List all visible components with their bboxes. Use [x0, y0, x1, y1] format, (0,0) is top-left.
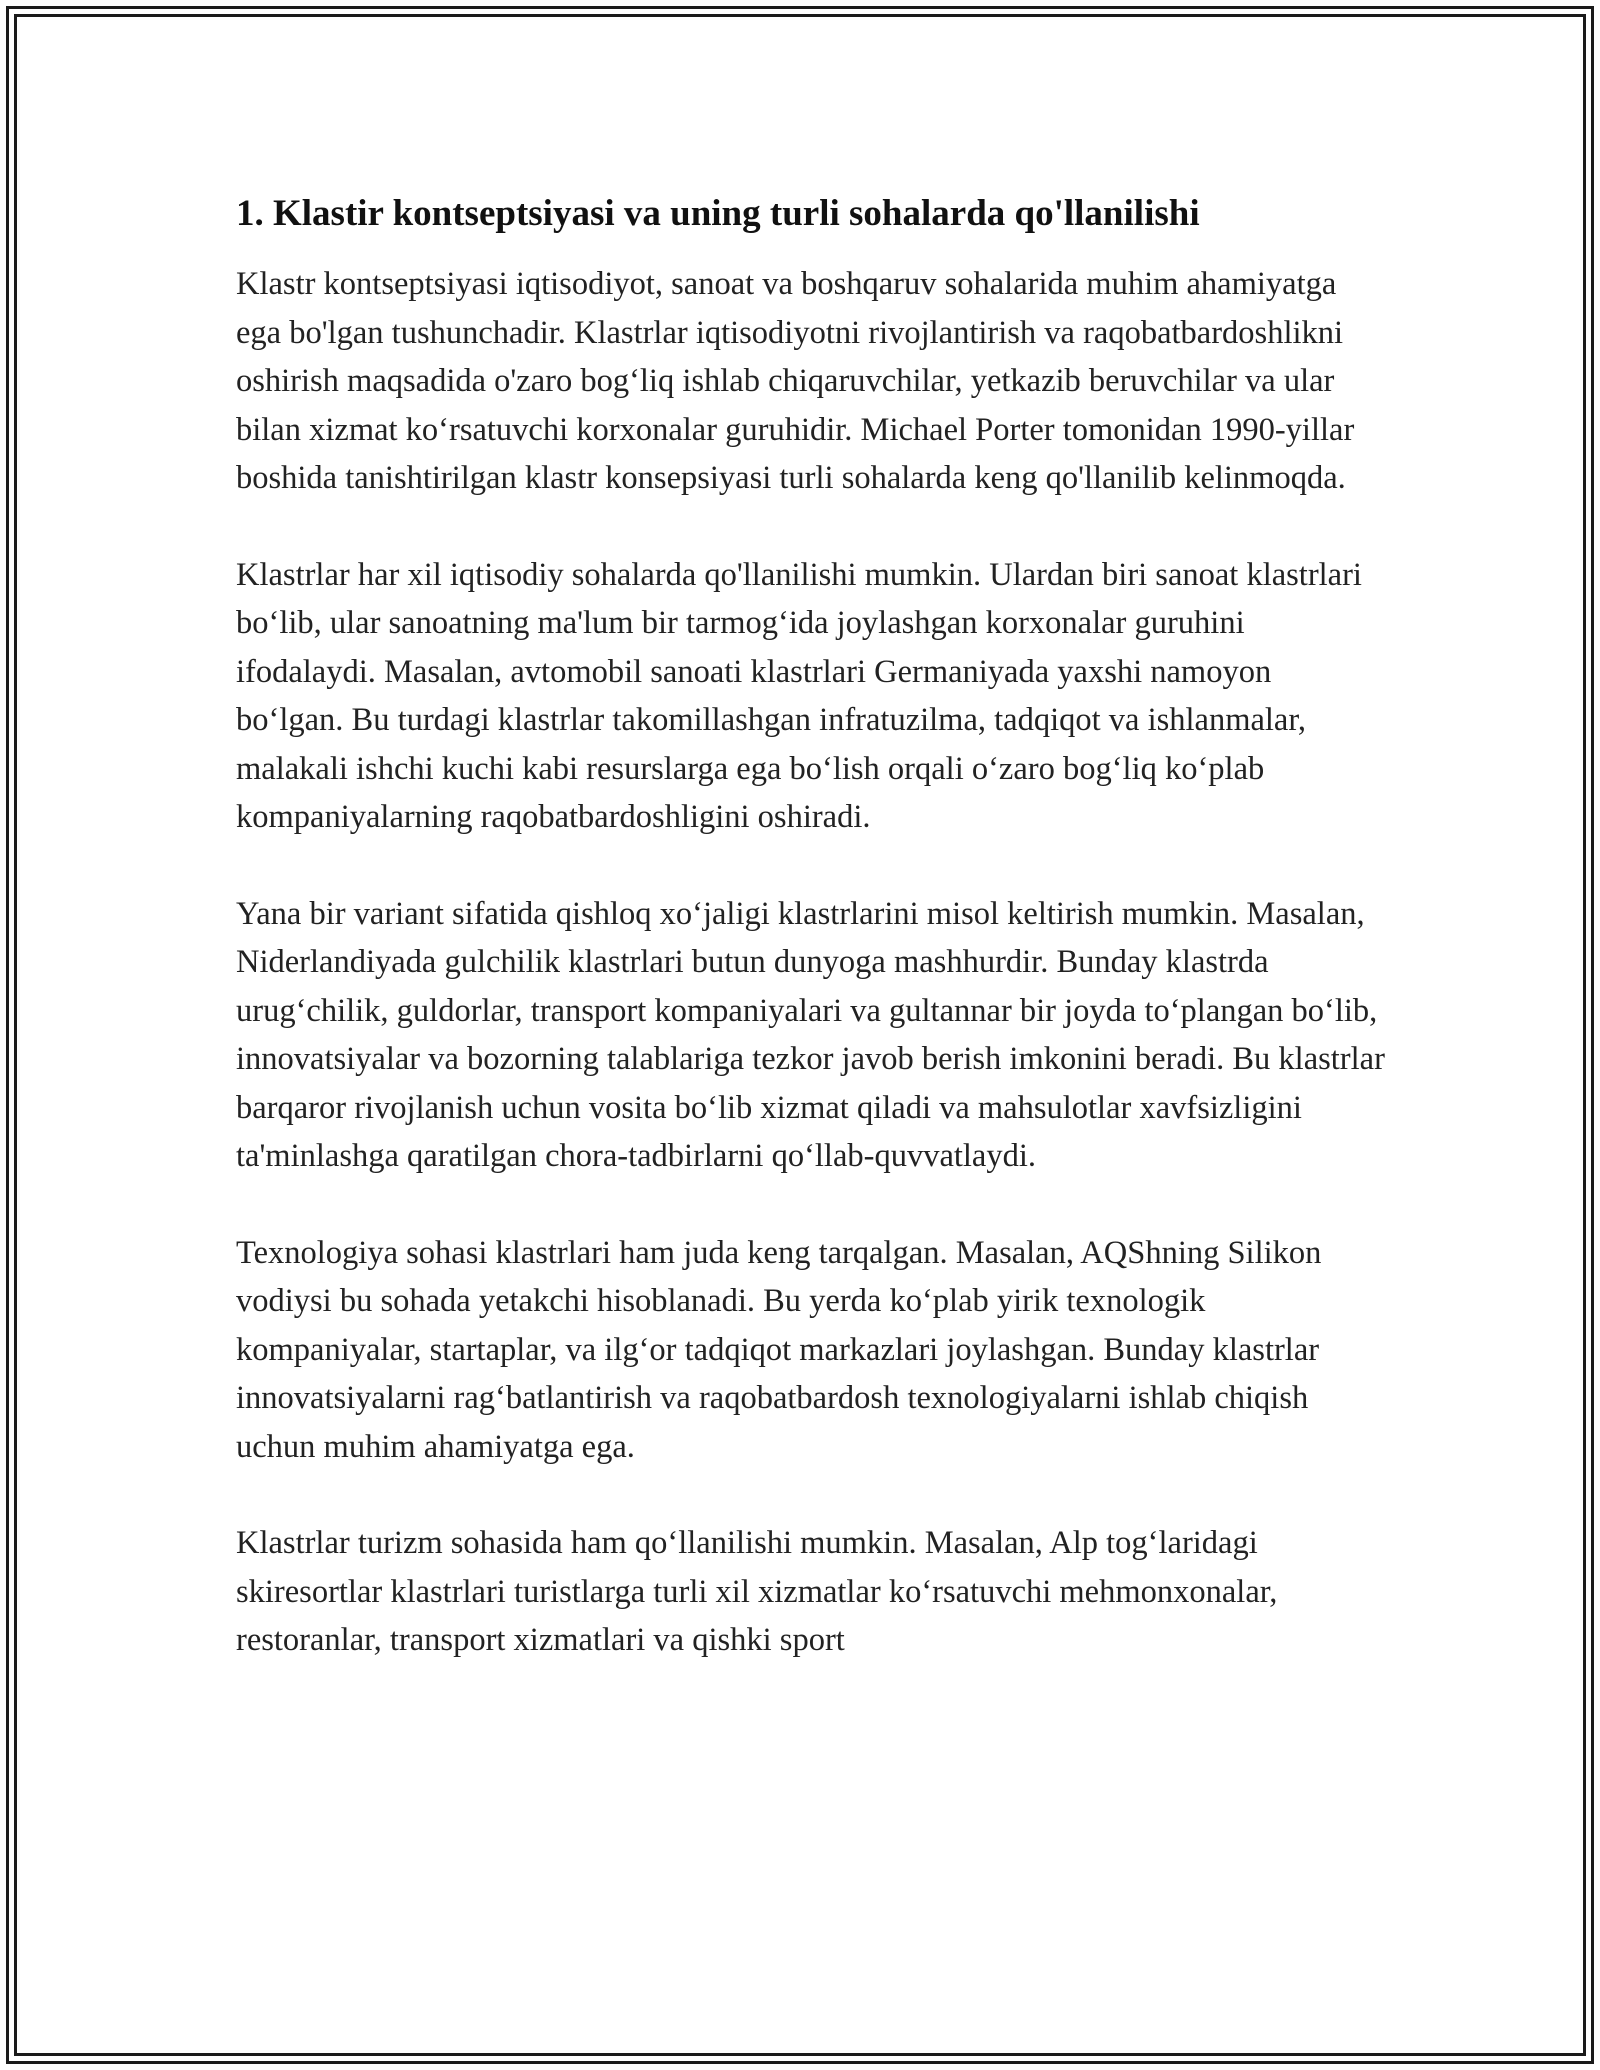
paragraph-agricultural-clusters: Yana bir variant sifatida qishloq xo‘jaligi klastrlarini misol keltirish mumkin. Masalan, Niderlandiyada gulchilik klastrlari butun dunyoga mashhurdir. Bunday klastrda urug‘chilik, guldorlar, transport kompaniyalari va gultannar bir joyda to‘plangan bo‘lib, innovatsiyalar va bozorning talablariga tezkor javob berish imkonini beradi. Bu klastrlar barqaror rivojlanish uchun vosita bo‘lib xizmat qiladi va mahsulotlar xavfsizligini ta'minlashga qaratilgan chora-tadbirlarni qo‘llab-quvvatlaydi.	[236, 895, 1385, 1174]
paragraph-industrial-clusters: Klastrlar har xil iqtisodiy sohalarda qo'llanilishi mumkin. Ulardan biri sanoat klastrlari bo‘lib, ular sanoatning ma'lum bir tarmog‘ida joylashgan korxonalar guruhini ifodalaydi. Masalan, avtomobil sanoati klastrlari Germaniyada yaxshi namoyon bo‘lgan. Bu turdagi klastrlar takomillashgan infratuzilma, tadqiqot va ishlanmalar, malakali ishchi kuchi kabi resurslarga ega bo‘lish orqali o‘zaro bog‘liq ko‘plab kompaniyalarning raqobatbardoshligini oshiradi.	[236, 556, 1362, 835]
section-heading: 1. Klastir kontseptsiyasi va uning turli sohalarda qo'llanilishi	[236, 193, 1200, 234]
paragraph-tourism-clusters: Klastrlar turizm sohasida ham qo‘llanilishi mumkin. Masalan, Alp tog‘laridagi skiresortlar klastrlari turistlarga turli xil xizmatlar ko‘rsatuvchi mehmonxonalar, restoranlar, transport xizmatlari va qishki sport	[236, 1525, 1278, 1658]
paragraph-intro: Klastr kontseptsiyasi iqtisodiyot, sanoat va boshqaruv sohalarida muhim ahamiyatga ega bo'lgan tushunchadir. Klastrlar iqtisodiyotni rivojlantirish va raqobatbardoshlikni oshirish maqsadida o'zaro bog‘liq ishlab chiqaruvchilar, yetkazib beruvchilar va ular bilan xizmat ko‘rsatuvchi korxonalar guruhidir. Michael Porter tomonidan 1990-yillar boshida tanishtirilgan klastr konsepsiyasi turli sohalarda keng qo'llanilib kelinmoqda.	[236, 266, 1355, 496]
paragraph-technology-clusters: Texnologiya sohasi klastrlari ham juda keng tarqalgan. Masalan, AQShning Silikon vodiysi bu sohada yetakchi hisoblanadi. Bu yerda ko‘plab yirik texnologik kompaniyalar, startaplar, va ilg‘or tadqiqot markazlari joylashgan. Bunday klastrlar innovatsiyalarni rag‘batlantirish va raqobatbardosh texnologiyalarni ishlab chiqish uchun muhim ahamiyatga ega.	[236, 1234, 1322, 1465]
document-body	[236, 190, 1386, 1665]
